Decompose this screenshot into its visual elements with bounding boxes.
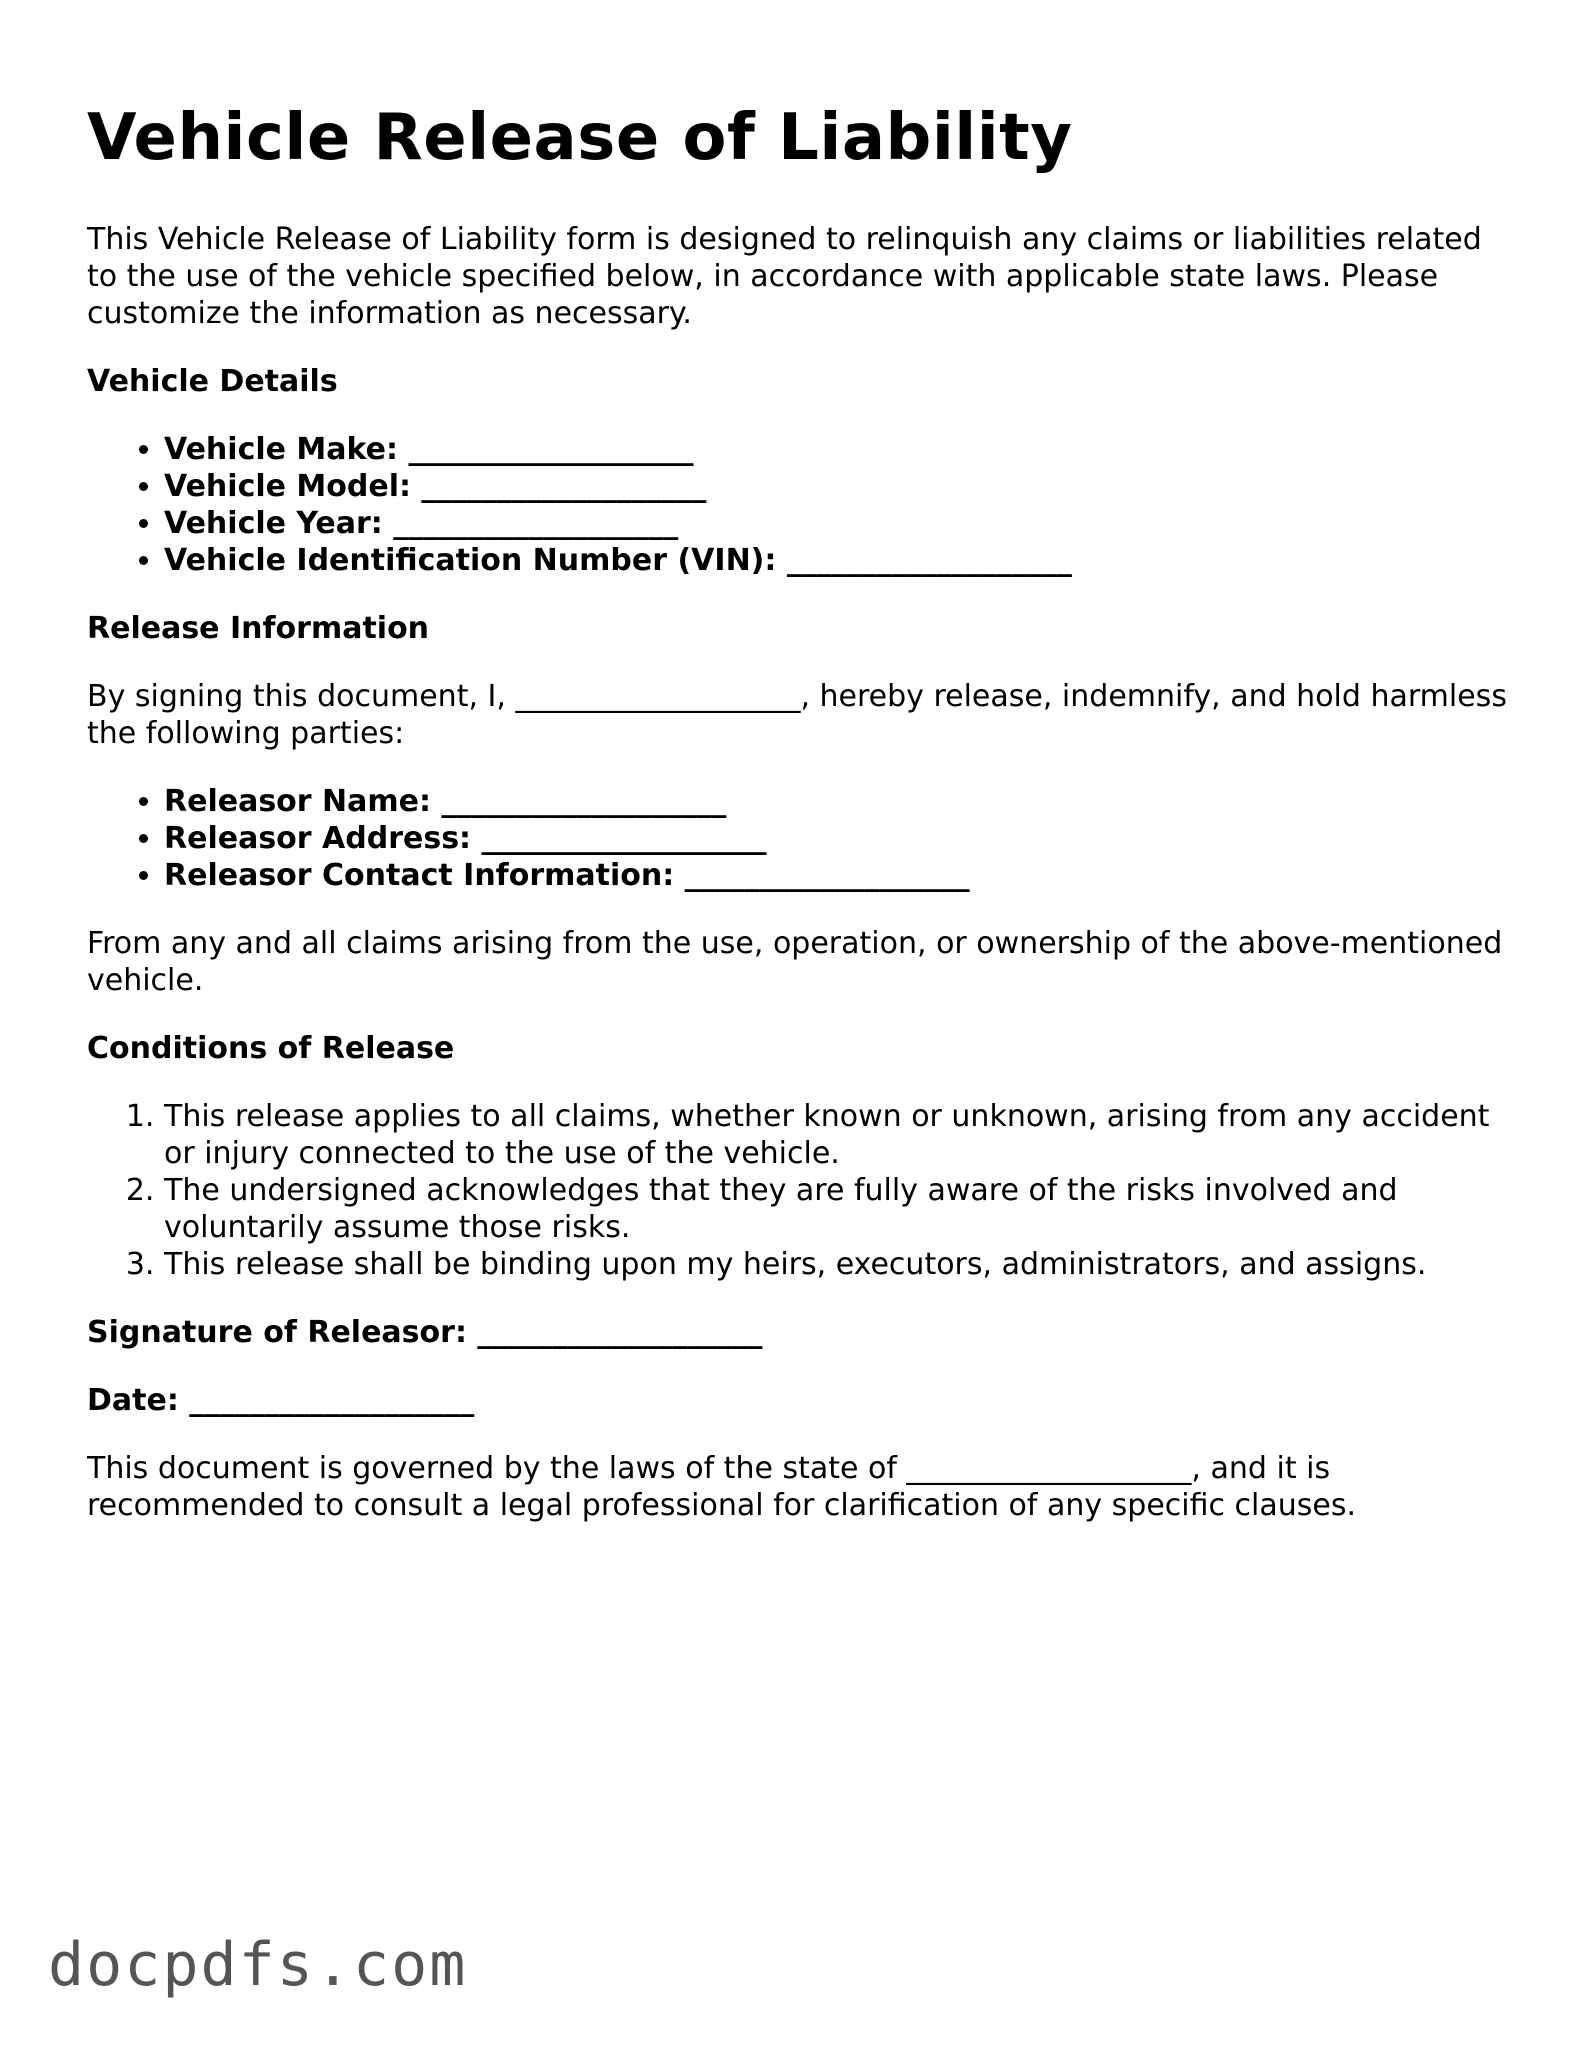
date-line: Date: ___________________	[87, 1382, 475, 1418]
list-item-vehicle-year: • Vehicle Year: ___________________	[164, 505, 1507, 542]
governing-law-paragraph: This document is governed by the laws of the state of ___________________, and it is recommended to consult a legal professional for clarification of any specific clauses.	[87, 1450, 1357, 1523]
vehicle-details-heading: Vehicle Details	[87, 363, 338, 399]
list-item-vehicle-make: • Vehicle Make: ___________________	[164, 431, 1507, 468]
conditions-heading: Conditions of Release	[87, 1030, 455, 1066]
list-item-releasor-address: • Releasor Address: ___________________	[164, 820, 1507, 857]
list-item-releasor-name: • Releasor Name: ___________________	[164, 783, 1507, 820]
condition-item-3: 3. This release shall be binding upon my heirs, executors, administrators, and assigns.	[164, 1246, 1507, 1283]
list-item-vehicle-vin: • Vehicle Identification Number (VIN): ___________________	[164, 542, 1507, 579]
list-item-vehicle-model: • Vehicle Model: ___________________	[164, 468, 1507, 505]
release-closing: From any and all claims arising from the use, operation, or ownership of the above-mentioned vehicle.	[87, 925, 1503, 998]
page-title: Vehicle Release of Liability	[87, 101, 1073, 175]
signature-line: Signature of Releasor: ___________________	[87, 1314, 763, 1350]
document-page	[87, 100, 1507, 1555]
list-item-releasor-contact: • Releasor Contact Information: ___________________	[164, 857, 1507, 894]
conditions-list	[87, 1098, 1507, 1283]
condition-item-1: 1. This release applies to all claims, whether known or unknown, arising from any accident or injury connected to the use of the vehicle.	[164, 1098, 1507, 1172]
intro-paragraph: This Vehicle Release of Liability form is designed to relinquish any claims or liabilities related to the use of the vehicle specified below, in accordance with applicable state laws. Please customize the information as necessary.	[87, 221, 1482, 331]
release-statement: By signing this document, I, ___________________, hereby release, indemnify, and hold harmless the following parties:	[87, 678, 1507, 751]
release-information-heading: Release Information	[87, 610, 430, 646]
condition-item-2: 2. The undersigned acknowledges that they are fully aware of the risks involved and voluntarily assume those risks.	[164, 1172, 1507, 1246]
releasor-list	[87, 783, 1507, 894]
watermark: docpdfs.com	[48, 1930, 468, 2000]
vehicle-details-list	[87, 431, 1507, 579]
